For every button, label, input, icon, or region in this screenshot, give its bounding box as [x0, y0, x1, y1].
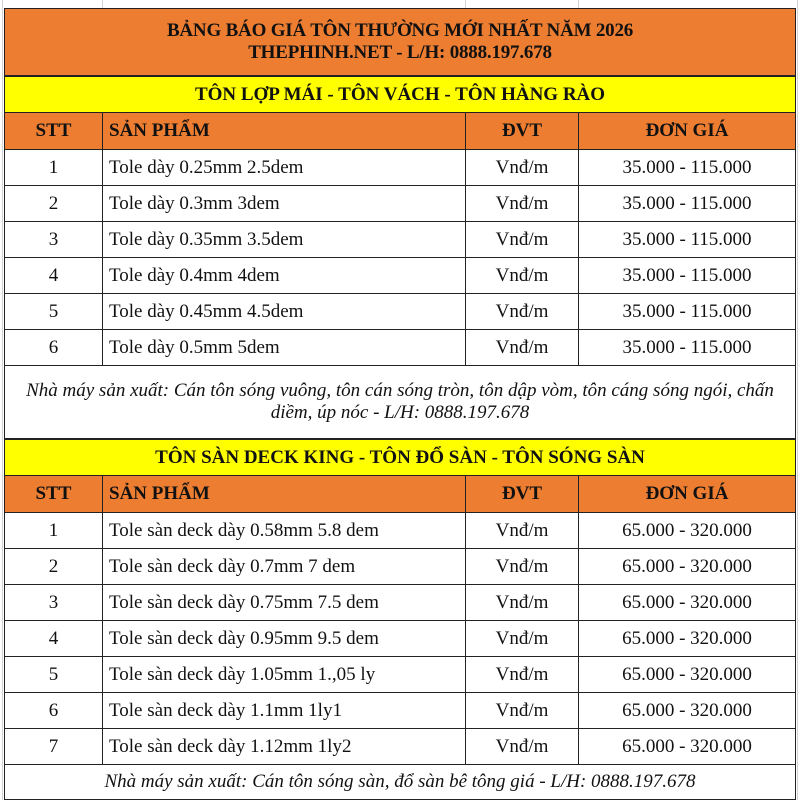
table-row — [5, 729, 796, 765]
table-row — [5, 657, 796, 693]
cell-product[interactable]: Tole sàn deck dày 1.1mm 1ly1 — [103, 693, 466, 729]
page-title: BẢNG BÁO GIÁ TÔN THƯỜNG MỚI NHẤT NĂM 2026 — [166, 20, 634, 42]
section-heading-deck[interactable]: TÔN SÀN DECK KING - TÔN ĐỔ SÀN - TÔN SÓNG SÀN — [5, 439, 796, 476]
cell-product[interactable]: Tole dày 0.25mm 2.5dem — [103, 150, 466, 186]
table-row — [5, 330, 796, 366]
cell-product[interactable]: Tole dày 0.45mm 4.5dem — [103, 294, 466, 330]
column-header-product[interactable]: SẢN PHẨM — [103, 476, 466, 513]
cell-product[interactable]: Tole dày 0.4mm 4dem — [103, 258, 466, 294]
cell-unit[interactable]: Vnđ/m — [466, 549, 579, 585]
column-header-product[interactable]: SẢN PHẨM — [103, 113, 466, 150]
table-row — [5, 513, 796, 549]
table-row — [5, 150, 796, 186]
column-header-row — [5, 476, 796, 513]
section-note-roofing[interactable]: Nhà máy sản xuất: Cán tôn sóng vuông, tôn cán sóng tròn, tôn dập vòm, tôn cáng sóng ngói, chấn diềm, úp nóc - L/H: 0888.197.678 — [5, 366, 796, 440]
column-header-stt[interactable]: STT — [5, 113, 103, 150]
cell-stt[interactable]: 2 — [5, 549, 103, 585]
cell-product[interactable]: Tole dày 0.35mm 3.5dem — [103, 222, 466, 258]
note-row — [5, 366, 796, 440]
cell-price[interactable]: 35.000 - 115.000 — [579, 186, 796, 222]
table-row — [5, 549, 796, 585]
table-row — [5, 621, 796, 657]
cell-price[interactable]: 35.000 - 115.000 — [579, 330, 796, 366]
column-header-row — [5, 113, 796, 150]
cell-price[interactable]: 35.000 - 115.000 — [579, 258, 796, 294]
contact-subtitle: THEPHINH.NET - L/H: 0888.197.678 — [248, 42, 552, 63]
section-heading-row — [5, 76, 796, 113]
cell-unit[interactable]: Vnđ/m — [466, 585, 579, 621]
column-header-stt[interactable]: STT — [5, 476, 103, 513]
column-header-price[interactable]: ĐƠN GIÁ — [579, 476, 796, 513]
cell-unit[interactable]: Vnđ/m — [466, 222, 579, 258]
cell-stt[interactable]: 6 — [5, 693, 103, 729]
cell-stt[interactable]: 5 — [5, 657, 103, 693]
cell-stt[interactable]: 2 — [5, 186, 103, 222]
cell-stt[interactable]: 1 — [5, 513, 103, 549]
cell-unit[interactable]: Vnđ/m — [466, 693, 579, 729]
cell-price[interactable]: 65.000 - 320.000 — [579, 513, 796, 549]
cell-stt[interactable]: 3 — [5, 222, 103, 258]
cell-product[interactable]: Tole dày 0.3mm 3dem — [103, 186, 466, 222]
table-row — [5, 258, 796, 294]
cell-price[interactable]: 65.000 - 320.000 — [579, 693, 796, 729]
cell-price[interactable]: 65.000 - 320.000 — [579, 585, 796, 621]
cell-unit[interactable]: Vnđ/m — [466, 513, 579, 549]
cell-unit[interactable]: Vnđ/m — [466, 729, 579, 765]
cell-unit[interactable]: Vnđ/m — [466, 150, 579, 186]
cell-unit[interactable]: Vnđ/m — [466, 657, 579, 693]
cell-unit[interactable]: Vnđ/m — [466, 258, 579, 294]
cell-product[interactable]: Tole sàn deck dày 0.75mm 7.5 dem — [103, 585, 466, 621]
cell-product[interactable]: Tole sàn deck dày 0.58mm 5.8 dem — [103, 513, 466, 549]
cell-product[interactable]: Tole sàn deck dày 0.95mm 9.5 dem — [103, 621, 466, 657]
cell-unit[interactable]: Vnđ/m — [466, 621, 579, 657]
grid-column-line — [2, 0, 3, 800]
cell-price[interactable]: 35.000 - 115.000 — [579, 150, 796, 186]
cell-unit[interactable]: Vnđ/m — [466, 294, 579, 330]
grid-column-line — [797, 0, 798, 800]
cell-product[interactable]: Tole sàn deck dày 1.12mm 1ly2 — [103, 729, 466, 765]
cell-price[interactable]: 65.000 - 320.000 — [579, 729, 796, 765]
cell-stt[interactable]: 3 — [5, 585, 103, 621]
note-row — [5, 765, 796, 800]
table-row — [5, 186, 796, 222]
cell-stt[interactable]: 5 — [5, 294, 103, 330]
title-cell[interactable] — [5, 9, 796, 77]
table-row — [5, 585, 796, 621]
cell-stt[interactable]: 6 — [5, 330, 103, 366]
cell-stt[interactable]: 7 — [5, 729, 103, 765]
table-row — [5, 294, 796, 330]
cell-price[interactable]: 35.000 - 115.000 — [579, 294, 796, 330]
column-header-price[interactable]: ĐƠN GIÁ — [579, 113, 796, 150]
cell-product[interactable]: Tole sàn deck dày 1.05mm 1.,05 ly — [103, 657, 466, 693]
cell-price[interactable]: 35.000 - 115.000 — [579, 222, 796, 258]
table-row — [5, 693, 796, 729]
section-heading-row — [5, 439, 796, 476]
table-row — [5, 222, 796, 258]
cell-stt[interactable]: 4 — [5, 621, 103, 657]
title-row — [5, 9, 796, 77]
cell-stt[interactable]: 4 — [5, 258, 103, 294]
cell-price[interactable]: 65.000 - 320.000 — [579, 549, 796, 585]
column-header-unit[interactable]: ĐVT — [466, 476, 579, 513]
cell-stt[interactable]: 1 — [5, 150, 103, 186]
cell-unit[interactable]: Vnđ/m — [466, 186, 579, 222]
cell-price[interactable]: 65.000 - 320.000 — [579, 621, 796, 657]
price-table — [4, 8, 796, 800]
cell-price[interactable]: 65.000 - 320.000 — [579, 657, 796, 693]
cell-unit[interactable]: Vnđ/m — [466, 330, 579, 366]
cell-product[interactable]: Tole sàn deck dày 0.7mm 7 dem — [103, 549, 466, 585]
section-heading-roofing[interactable]: TÔN LỢP MÁI - TÔN VÁCH - TÔN HÀNG RÀO — [5, 76, 796, 113]
column-header-unit[interactable]: ĐVT — [466, 113, 579, 150]
section-note-deck[interactable]: Nhà máy sản xuất: Cán tôn sóng sàn, đổ sàn bê tông giá - L/H: 0888.197.678 — [5, 765, 796, 800]
cell-product[interactable]: Tole dày 0.5mm 5dem — [103, 330, 466, 366]
